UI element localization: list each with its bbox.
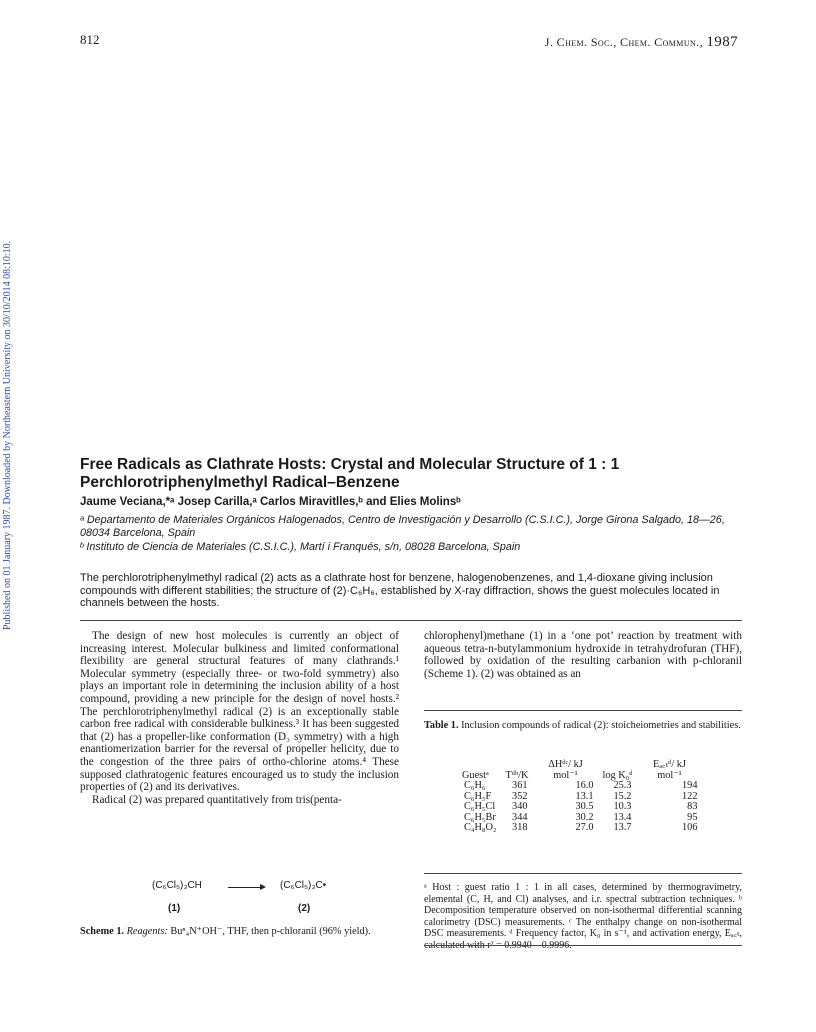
scheme-product: (C₆Cl₅)₃C• — [280, 880, 327, 891]
publication-sidebar-note — [2, 210, 14, 630]
cell-td: 340 — [512, 801, 528, 812]
body-paragraph-1: The design of new host molecules is currently an object of increasing interest. Molecular bulkiness and limited conformational flexibility are general structural features of many clathrands.¹ Molecular symmetry (especially three- or two-fold symmetry) also plays an important role in determining the inclusion ability of a host compound, providing a new principle for the design of novel hosts.² The perchlorotriphenylmethyl radical (2) is an exceptionally stable carbon free radical with considerable bulkiness.³ It has been suggested that (2) has a propeller-like conformation (D₃ symmetry) with a high enantiomerization barrier for the reversal of propeller helicity, due to the congestion of the three pairs of ortho-chlorine atoms.⁴ These supposed clathratogenic features encouraged us to study the inclusion properties of (2) and its derivatives. — [80, 630, 399, 794]
table-caption — [424, 720, 742, 732]
cell-td: 352 — [512, 790, 528, 802]
cell-guest: C₆H₅F — [464, 790, 492, 802]
abstract-divider — [80, 620, 742, 621]
cell-eact: 122 — [682, 790, 698, 802]
cell-eact: 95 — [687, 811, 698, 823]
header-td: Tᵈᵇ/K — [505, 769, 529, 781]
scheme-caption-label: Scheme 1. — [80, 926, 125, 937]
publication-note-text: Published on 01 January 1987. Downloaded by Northeastern University on 30/10/2014 08:10:10. — [2, 240, 13, 630]
reaction-arrow — [228, 887, 264, 888]
table-caption-text: Inclusion compounds of radical (2): stoicheiometries and stabilities. — [461, 720, 741, 731]
body-paragraph-3: chlorophenyl)methane (1) in a ‘one pot’ reaction by treatment with aqueous tetra-n-butylammonium hydroxide in tetrahydrofuran (THF), followed by oxidation of the resulting carbanion with p-chloranil (Scheme 1). (2) was obtained as an — [424, 630, 742, 680]
cell-dh: 13.1 — [575, 790, 594, 802]
header-logk: log K₀ᵈ — [602, 769, 633, 781]
scheme-product-label: (2) — [298, 903, 311, 914]
cell-td: 344 — [512, 811, 528, 823]
cell-dh: 27.0 — [575, 822, 594, 833]
cell-dh: 16.0 — [575, 780, 594, 791]
article-title: Free Radicals as Clathrate Hosts: Crystal and Molecular Structure of 1 : 1 Perchlorotriphenylmethyl Radical–Benzene — [80, 456, 620, 491]
table-row — [458, 823, 702, 834]
table-caption-label: Table 1. — [424, 720, 459, 731]
table-row — [458, 781, 702, 792]
cell-guest: C₆H₆ — [464, 780, 486, 791]
scheme-caption-text: Buⁿ₄N⁺OH⁻, THF, then p-chloranil (96% yield). — [170, 926, 371, 937]
cell-logk: 25.3 — [613, 780, 632, 791]
journal-name: J. Chem. Soc., Chem. Commun., — [544, 35, 703, 49]
cell-eact: 106 — [682, 822, 698, 833]
table-header-row — [458, 760, 702, 781]
cell-logk: 13.4 — [613, 811, 632, 823]
author-list: Jaume Veciana,*ᵃ Josep Carilla,ᵃ Carlos Miravitlles,ᵇ and Elies Molinsᵇ — [80, 496, 461, 508]
inclusion-table — [458, 760, 702, 834]
header-guest: Guestᵃ — [462, 769, 489, 781]
affiliation-b: ᵇ Instituto de Ciencia de Materiales (C.S.I.C.), Martí i Franqués, s/n, 08028 Barcelona, Spain — [80, 541, 521, 553]
body-paragraph-2: Radical (2) was prepared quantitatively from tris(penta- — [92, 793, 342, 806]
cell-guest: C₆H₅Cl — [464, 801, 496, 812]
scheme-reactant: (C₆Cl₅)₃CH — [152, 880, 202, 891]
scheme-caption — [80, 926, 400, 938]
table-top-rule — [424, 710, 742, 711]
page-number: 812 — [80, 32, 100, 47]
header-eact: Eₐ꜀ₜᵈ/ kJ mol⁻¹ — [652, 759, 686, 781]
cell-guest: C₄H₈O₂ — [464, 822, 497, 833]
right-column — [424, 630, 742, 680]
cell-guest: C₆H₅Br — [464, 811, 496, 823]
cell-logk: 15.2 — [613, 790, 632, 802]
table-bottom-rule — [424, 873, 742, 874]
cell-eact: 83 — [687, 801, 698, 812]
cell-logk: 10.3 — [613, 801, 632, 812]
cell-logk: 13.7 — [613, 822, 632, 833]
affiliation-a: ᵃ Departamento de Materiales Orgánicos Halogenados, Centro de Investigación y Desarrollo (C.S.I.C.), Jorge Girona Salgado, 18—26, 08034 Barcelona, Spain — [80, 514, 725, 539]
running-head — [545, 34, 738, 51]
table-footnote: ᵃ Host : guest ratio 1 : 1 in all cases, determined by thermogravimetry, elemental (C, H, and Cl) analyses, and i.r. spectral subtraction techniques. ᵇ Decomposition temperature observed on non-isothermal differential scanning calorimetry (DSC) measurements. ᶜ The enthalpy change on non-isothermal DSC measurements. ᵈ Frequency factor, K₀ in s⁻¹, and activation energy, Eₐ꜀ₜ, calculated with r² = 0.9940—0.9996. — [424, 882, 742, 951]
cell-dh: 30.2 — [575, 811, 594, 823]
cell-td: 361 — [512, 780, 528, 791]
cell-td: 318 — [512, 822, 528, 833]
abstract: The perchlorotriphenylmethyl radical (2) acts as a clathrate host for benzene, halogenobenzenes, and 1,4-dioxane giving inclusion compounds with different stabilities; the structure of (2)·C₆H₆, established by X-ray diffraction, shows the guest molecules located in channels between the hosts. — [80, 572, 720, 610]
cell-eact: 194 — [682, 780, 698, 791]
header-dh: ΔHᵈᶜ/ kJ mol⁻¹ — [548, 759, 583, 781]
table-row — [458, 802, 702, 813]
left-column — [80, 630, 399, 806]
footnote-rule — [424, 945, 742, 946]
cell-dh: 30.5 — [575, 801, 594, 812]
scheme-caption-reagents: Reagents: — [126, 926, 168, 937]
scheme-reactant-label: (1) — [168, 903, 181, 914]
journal-year: 1987 — [706, 34, 738, 50]
